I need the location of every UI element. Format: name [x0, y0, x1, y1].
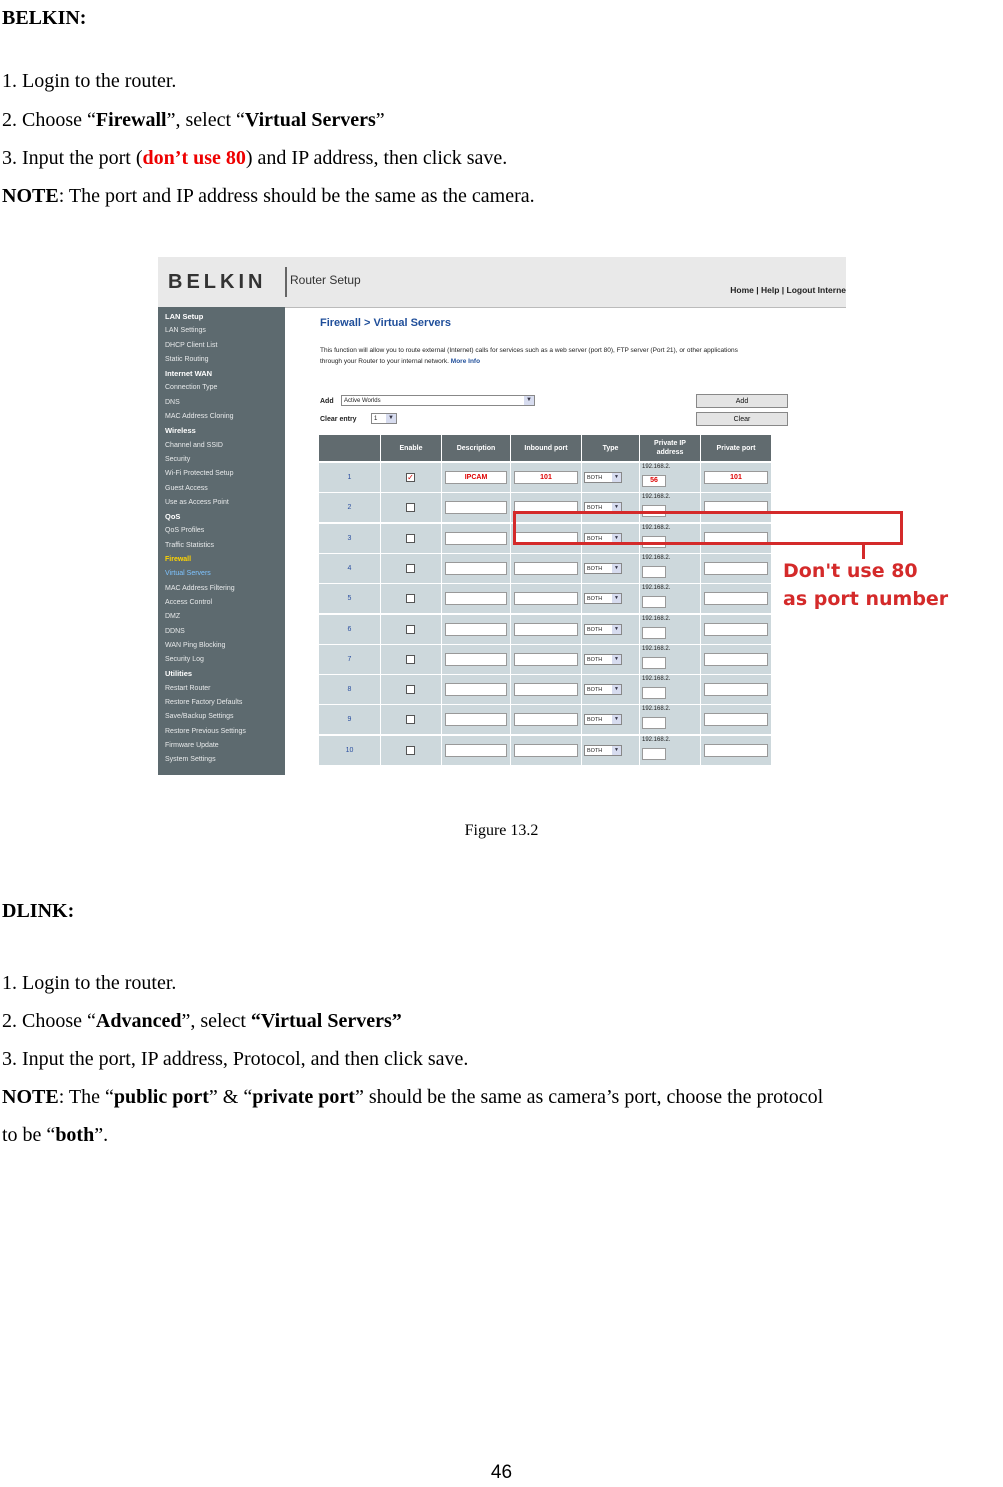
ip-last-octet-input[interactable] — [642, 687, 666, 699]
chevron-down-icon: ▼ — [612, 655, 621, 664]
private-ip-cell — [640, 615, 701, 644]
type-cell — [582, 554, 640, 583]
chevron-down-icon: ▼ — [612, 715, 621, 724]
sidebar-item[interactable]: MAC Address Cloning — [165, 413, 234, 421]
description-cell — [442, 675, 511, 704]
ip-prefix: 192.168.2. — [642, 464, 671, 470]
private-port-input[interactable] — [704, 623, 768, 636]
sidebar-item[interactable]: Restore Factory Defaults — [165, 699, 243, 707]
chevron-down-icon: ▼ — [612, 625, 621, 634]
add-button[interactable]: Add — [696, 394, 788, 408]
inbound-port-input[interactable] — [514, 653, 578, 666]
sidebar-item[interactable]: Connection Type — [165, 384, 218, 392]
description-input[interactable] — [445, 653, 507, 666]
dlink-heading: DLINK: — [2, 900, 75, 922]
row-number-cell: 4 — [319, 554, 381, 583]
enable-checkbox[interactable] — [406, 715, 415, 724]
table-row — [319, 615, 772, 645]
inbound-port-input[interactable] — [514, 592, 578, 605]
ip-last-octet-input[interactable] — [642, 566, 666, 578]
clear-button[interactable]: Clear — [696, 412, 788, 426]
inbound-port-cell — [511, 463, 582, 492]
belkin-step-2: 2. Choose “Firewall”, select “Virtual Servers” — [2, 109, 385, 131]
ip-prefix: 192.168.2. — [642, 585, 671, 592]
sidebar-item[interactable]: LAN Settings — [165, 327, 206, 335]
ip-last-octet-input[interactable] — [642, 748, 666, 760]
sidebar-item[interactable]: Internet WAN — [165, 369, 213, 379]
private-port-cell — [701, 675, 772, 704]
private-port-input[interactable]: 101 — [704, 471, 768, 484]
description-cell — [442, 736, 511, 765]
sidebar-item[interactable]: Guest Access — [165, 484, 208, 492]
enable-cell — [381, 584, 442, 613]
enable-checkbox[interactable] — [406, 625, 415, 634]
description-input[interactable]: IPCAM — [445, 471, 507, 484]
type-cell — [582, 615, 640, 644]
inbound-port-cell — [511, 675, 582, 704]
sidebar-item[interactable]: DMZ — [165, 613, 181, 621]
column-header: Enable — [381, 435, 442, 461]
type-select[interactable]: BOTH ▼ — [584, 654, 622, 665]
description-input[interactable] — [445, 713, 507, 726]
ip-prefix: 192.168.2. — [642, 615, 671, 622]
router-header — [158, 257, 846, 308]
type-select[interactable]: BOTH ▼ — [584, 563, 622, 574]
table-row — [319, 675, 772, 705]
row-number-cell: 3 — [319, 524, 381, 553]
router-main-panel — [286, 307, 949, 772]
description-input[interactable] — [445, 562, 507, 575]
type-select[interactable]: BOTH ▼ — [584, 745, 622, 756]
private-ip-cell — [640, 645, 701, 674]
private-port-cell — [701, 736, 772, 765]
enable-checkbox[interactable] — [406, 503, 415, 512]
sidebar-item[interactable]: DDNS — [165, 627, 185, 635]
type-select[interactable]: BOTH ▼ — [584, 502, 622, 513]
page-description: This function will allow you to route external (Internet) calls for services such as a web server (port 80), FTP server (Port 21), or other applications through your Router to your internal network. More Info — [320, 347, 738, 365]
description-input[interactable] — [445, 744, 507, 757]
description-input[interactable] — [445, 501, 507, 514]
private-ip-cell — [640, 584, 701, 613]
sidebar-item[interactable]: Channel and SSID — [165, 441, 223, 449]
inbound-port-input[interactable]: 101 — [514, 471, 578, 484]
sidebar-item[interactable]: Utilities — [165, 669, 193, 679]
description-cell — [442, 493, 511, 522]
inbound-port-cell — [511, 554, 582, 583]
sidebar-item[interactable]: Restore Previous Settings — [165, 727, 246, 735]
row-number-cell: 9 — [319, 705, 381, 734]
sidebar-item[interactable]: Static Routing — [165, 355, 209, 363]
dlink-step-2: 2. Choose “Advanced”, select “Virtual Servers” — [2, 1010, 402, 1032]
dlink-note-cont: to be “both”. — [2, 1124, 109, 1146]
dlink-step-1: 1. Login to the router. — [2, 972, 177, 994]
clear-entry-label: Clear entry — [320, 416, 357, 423]
row-number-cell: 6 — [319, 615, 381, 644]
private-port-input[interactable] — [704, 683, 768, 696]
enable-cell — [381, 524, 442, 553]
sidebar-item[interactable]: WAN Ping Blocking — [165, 641, 226, 649]
chevron-down-icon: ▼ — [612, 564, 621, 573]
type-cell — [582, 675, 640, 704]
top-nav-links[interactable]: Home | Help | Logout Interne — [730, 285, 846, 295]
type-cell — [582, 463, 640, 492]
private-ip-cell — [640, 736, 701, 765]
type-select[interactable]: BOTH ▼ — [584, 684, 622, 695]
description-input[interactable] — [445, 623, 507, 636]
add-label: Add — [320, 398, 334, 405]
enable-cell — [381, 493, 442, 522]
chevron-down-icon: ▼ — [612, 685, 621, 694]
chevron-down-icon: ▼ — [612, 473, 621, 482]
table-row — [319, 463, 772, 493]
more-info-link[interactable]: More Info — [450, 358, 481, 365]
sidebar-item[interactable]: DHCP Client List — [165, 341, 218, 349]
ip-last-octet-input[interactable] — [642, 657, 666, 669]
chevron-down-icon: ▼ — [612, 594, 621, 603]
enable-cell — [381, 463, 442, 492]
ip-last-octet-input[interactable]: 56 — [642, 475, 666, 487]
inbound-port-cell — [511, 736, 582, 765]
private-ip-cell — [640, 705, 701, 734]
inbound-port-input[interactable] — [514, 683, 578, 696]
inbound-port-cell — [511, 705, 582, 734]
ip-prefix: 192.168.2. — [642, 676, 671, 683]
chevron-down-icon: ▼ — [612, 534, 621, 543]
sidebar-item[interactable]: Security — [165, 455, 191, 463]
private-port-cell — [701, 554, 772, 583]
description-cell — [442, 615, 511, 644]
port-warning: don’t use 80 — [142, 147, 246, 169]
column-header: Inbound port — [511, 435, 582, 461]
description-input[interactable] — [445, 683, 507, 696]
router-sidebar — [158, 307, 285, 775]
column-header: Type — [582, 435, 640, 461]
row-number-cell: 2 — [319, 493, 381, 522]
chevron-down-icon: ▼ — [386, 414, 396, 423]
private-port-cell — [701, 463, 772, 492]
description-cell — [442, 705, 511, 734]
private-ip-cell — [640, 554, 701, 583]
row-number-cell: 8 — [319, 675, 381, 704]
sidebar-item[interactable]: QoS Profiles — [165, 527, 205, 535]
inbound-port-cell — [511, 584, 582, 613]
ip-prefix: 192.168.2. — [642, 494, 671, 501]
ip-prefix: 192.168.2. — [642, 736, 671, 743]
type-cell — [582, 645, 640, 674]
ip-last-octet-input[interactable] — [642, 596, 666, 608]
ip-prefix: 192.168.2. — [642, 706, 671, 713]
ip-prefix: 192.168.2. — [642, 645, 671, 652]
inbound-port-input[interactable] — [514, 713, 578, 726]
enable-checkbox[interactable] — [406, 534, 415, 543]
description-cell — [442, 524, 511, 553]
description-cell — [442, 554, 511, 583]
table-row — [319, 705, 772, 735]
table-row — [319, 554, 772, 584]
enable-checkbox[interactable] — [406, 685, 415, 694]
enable-checkbox[interactable]: ✓ — [407, 473, 414, 482]
inbound-port-cell — [511, 645, 582, 674]
page-number: 46 — [490, 1462, 513, 1483]
type-cell — [582, 736, 640, 765]
column-header: Description — [442, 435, 511, 461]
ip-last-octet-input[interactable] — [642, 627, 666, 639]
inbound-port-input[interactable] — [514, 744, 578, 757]
chevron-down-icon: ▼ — [612, 503, 621, 512]
chevron-down-icon: ▼ — [612, 746, 621, 755]
type-select[interactable]: BOTH ▼ — [584, 714, 622, 725]
add-select[interactable]: Active Worlds ▼ — [341, 395, 535, 406]
private-port-input[interactable] — [704, 744, 768, 757]
page-title: Firewall > Virtual Servers — [320, 317, 451, 329]
description-input[interactable] — [445, 592, 507, 605]
router-screenshot — [158, 257, 949, 772]
type-select[interactable]: BOTH ▼ — [584, 624, 622, 635]
table-row — [319, 645, 772, 675]
enable-checkbox[interactable] — [406, 746, 415, 755]
sidebar-item[interactable]: Traffic Statistics — [165, 541, 215, 549]
description-cell — [442, 463, 511, 492]
sidebar-item[interactable]: Wi-Fi Protected Setup — [165, 470, 234, 478]
dlink-step-3: 3. Input the port, IP address, Protocol, and then click save. — [2, 1048, 469, 1070]
table-row — [319, 584, 772, 614]
private-port-cell — [701, 584, 772, 613]
belkin-step-3: 3. Input the port (don’t use 80) and IP address, then click save. — [2, 147, 508, 169]
ip-prefix: 192.168.2. — [642, 554, 671, 561]
sidebar-item[interactable]: Restart Router — [165, 684, 211, 692]
type-select[interactable]: BOTH ▼ — [584, 472, 622, 483]
sidebar-item[interactable]: Save/Backup Settings — [165, 713, 234, 721]
inbound-port-input[interactable] — [514, 562, 578, 575]
callout-note: Don't use 80 as port number — [783, 560, 949, 610]
private-port-input[interactable] — [704, 653, 768, 666]
sidebar-item[interactable]: DNS — [165, 398, 180, 406]
dlink-note: NOTE: The “public port” & “private port” should be the same as camera’s port, choose the protocol — [2, 1086, 824, 1108]
ip-prefix: 192.168.2. — [642, 524, 671, 531]
enable-cell — [381, 705, 442, 734]
chevron-down-icon: ▼ — [524, 396, 534, 405]
sidebar-item[interactable]: QoS — [165, 512, 181, 522]
private-port-cell — [701, 705, 772, 734]
sidebar-item[interactable]: System Settings — [165, 756, 216, 764]
belkin-step-1: 1. Login to the router. — [2, 70, 177, 92]
sidebar-item[interactable]: Firmware Update — [165, 741, 219, 749]
figure-caption: Figure 13.2 — [464, 822, 539, 839]
description-cell — [442, 645, 511, 674]
enable-checkbox[interactable] — [406, 564, 415, 573]
belkin-note: NOTE: The port and IP address should be the same as the camera. — [2, 185, 535, 207]
belkin-logo: BELKIN — [168, 271, 267, 293]
app-title: Router Setup — [290, 273, 361, 287]
description-input[interactable] — [445, 532, 507, 545]
type-select[interactable]: BOTH ▼ — [584, 593, 622, 604]
row-number-cell: 10 — [319, 736, 381, 765]
private-port-input[interactable] — [704, 562, 768, 575]
highlight-box — [513, 511, 903, 545]
row-number-cell: 5 — [319, 584, 381, 613]
column-header — [319, 435, 381, 461]
enable-cell — [381, 675, 442, 704]
sidebar-item[interactable]: Virtual Servers — [165, 570, 211, 578]
sidebar-item[interactable]: Use as Access Point — [165, 498, 229, 506]
enable-cell — [381, 645, 442, 674]
column-header: Private IP address — [640, 435, 701, 461]
inbound-port-cell — [511, 615, 582, 644]
type-cell — [582, 584, 640, 613]
sidebar-item[interactable]: Firewall — [165, 556, 192, 564]
enable-cell — [381, 736, 442, 765]
ip-last-octet-input[interactable] — [642, 717, 666, 729]
row-number-cell: 7 — [319, 645, 381, 674]
description-cell — [442, 584, 511, 613]
row-number-cell: 1 — [319, 463, 381, 492]
enable-checkbox[interactable] — [406, 655, 415, 664]
clear-entry-select[interactable]: 1 ▼ — [371, 413, 397, 424]
enable-checkbox[interactable] — [406, 594, 415, 603]
type-select[interactable]: BOTH ▼ — [584, 533, 622, 544]
enable-cell — [381, 554, 442, 583]
sidebar-item[interactable]: MAC Address Filtering — [165, 584, 235, 592]
type-cell — [582, 705, 640, 734]
belkin-heading: BELKIN: — [2, 7, 87, 29]
private-ip-cell — [640, 463, 701, 492]
table-row — [319, 736, 772, 766]
private-port-input[interactable] — [704, 592, 768, 605]
private-port-cell — [701, 615, 772, 644]
private-port-input[interactable] — [704, 713, 768, 726]
sidebar-item[interactable]: LAN Setup — [165, 312, 204, 321]
inbound-port-input[interactable] — [514, 623, 578, 636]
sidebar-item[interactable]: Wireless — [165, 426, 196, 436]
private-ip-cell — [640, 675, 701, 704]
sidebar-item[interactable]: Security Log — [165, 656, 204, 664]
column-header: Private port — [701, 435, 772, 461]
sidebar-item[interactable]: Access Control — [165, 598, 213, 606]
private-port-cell — [701, 645, 772, 674]
enable-cell — [381, 615, 442, 644]
logo-divider — [285, 267, 287, 297]
